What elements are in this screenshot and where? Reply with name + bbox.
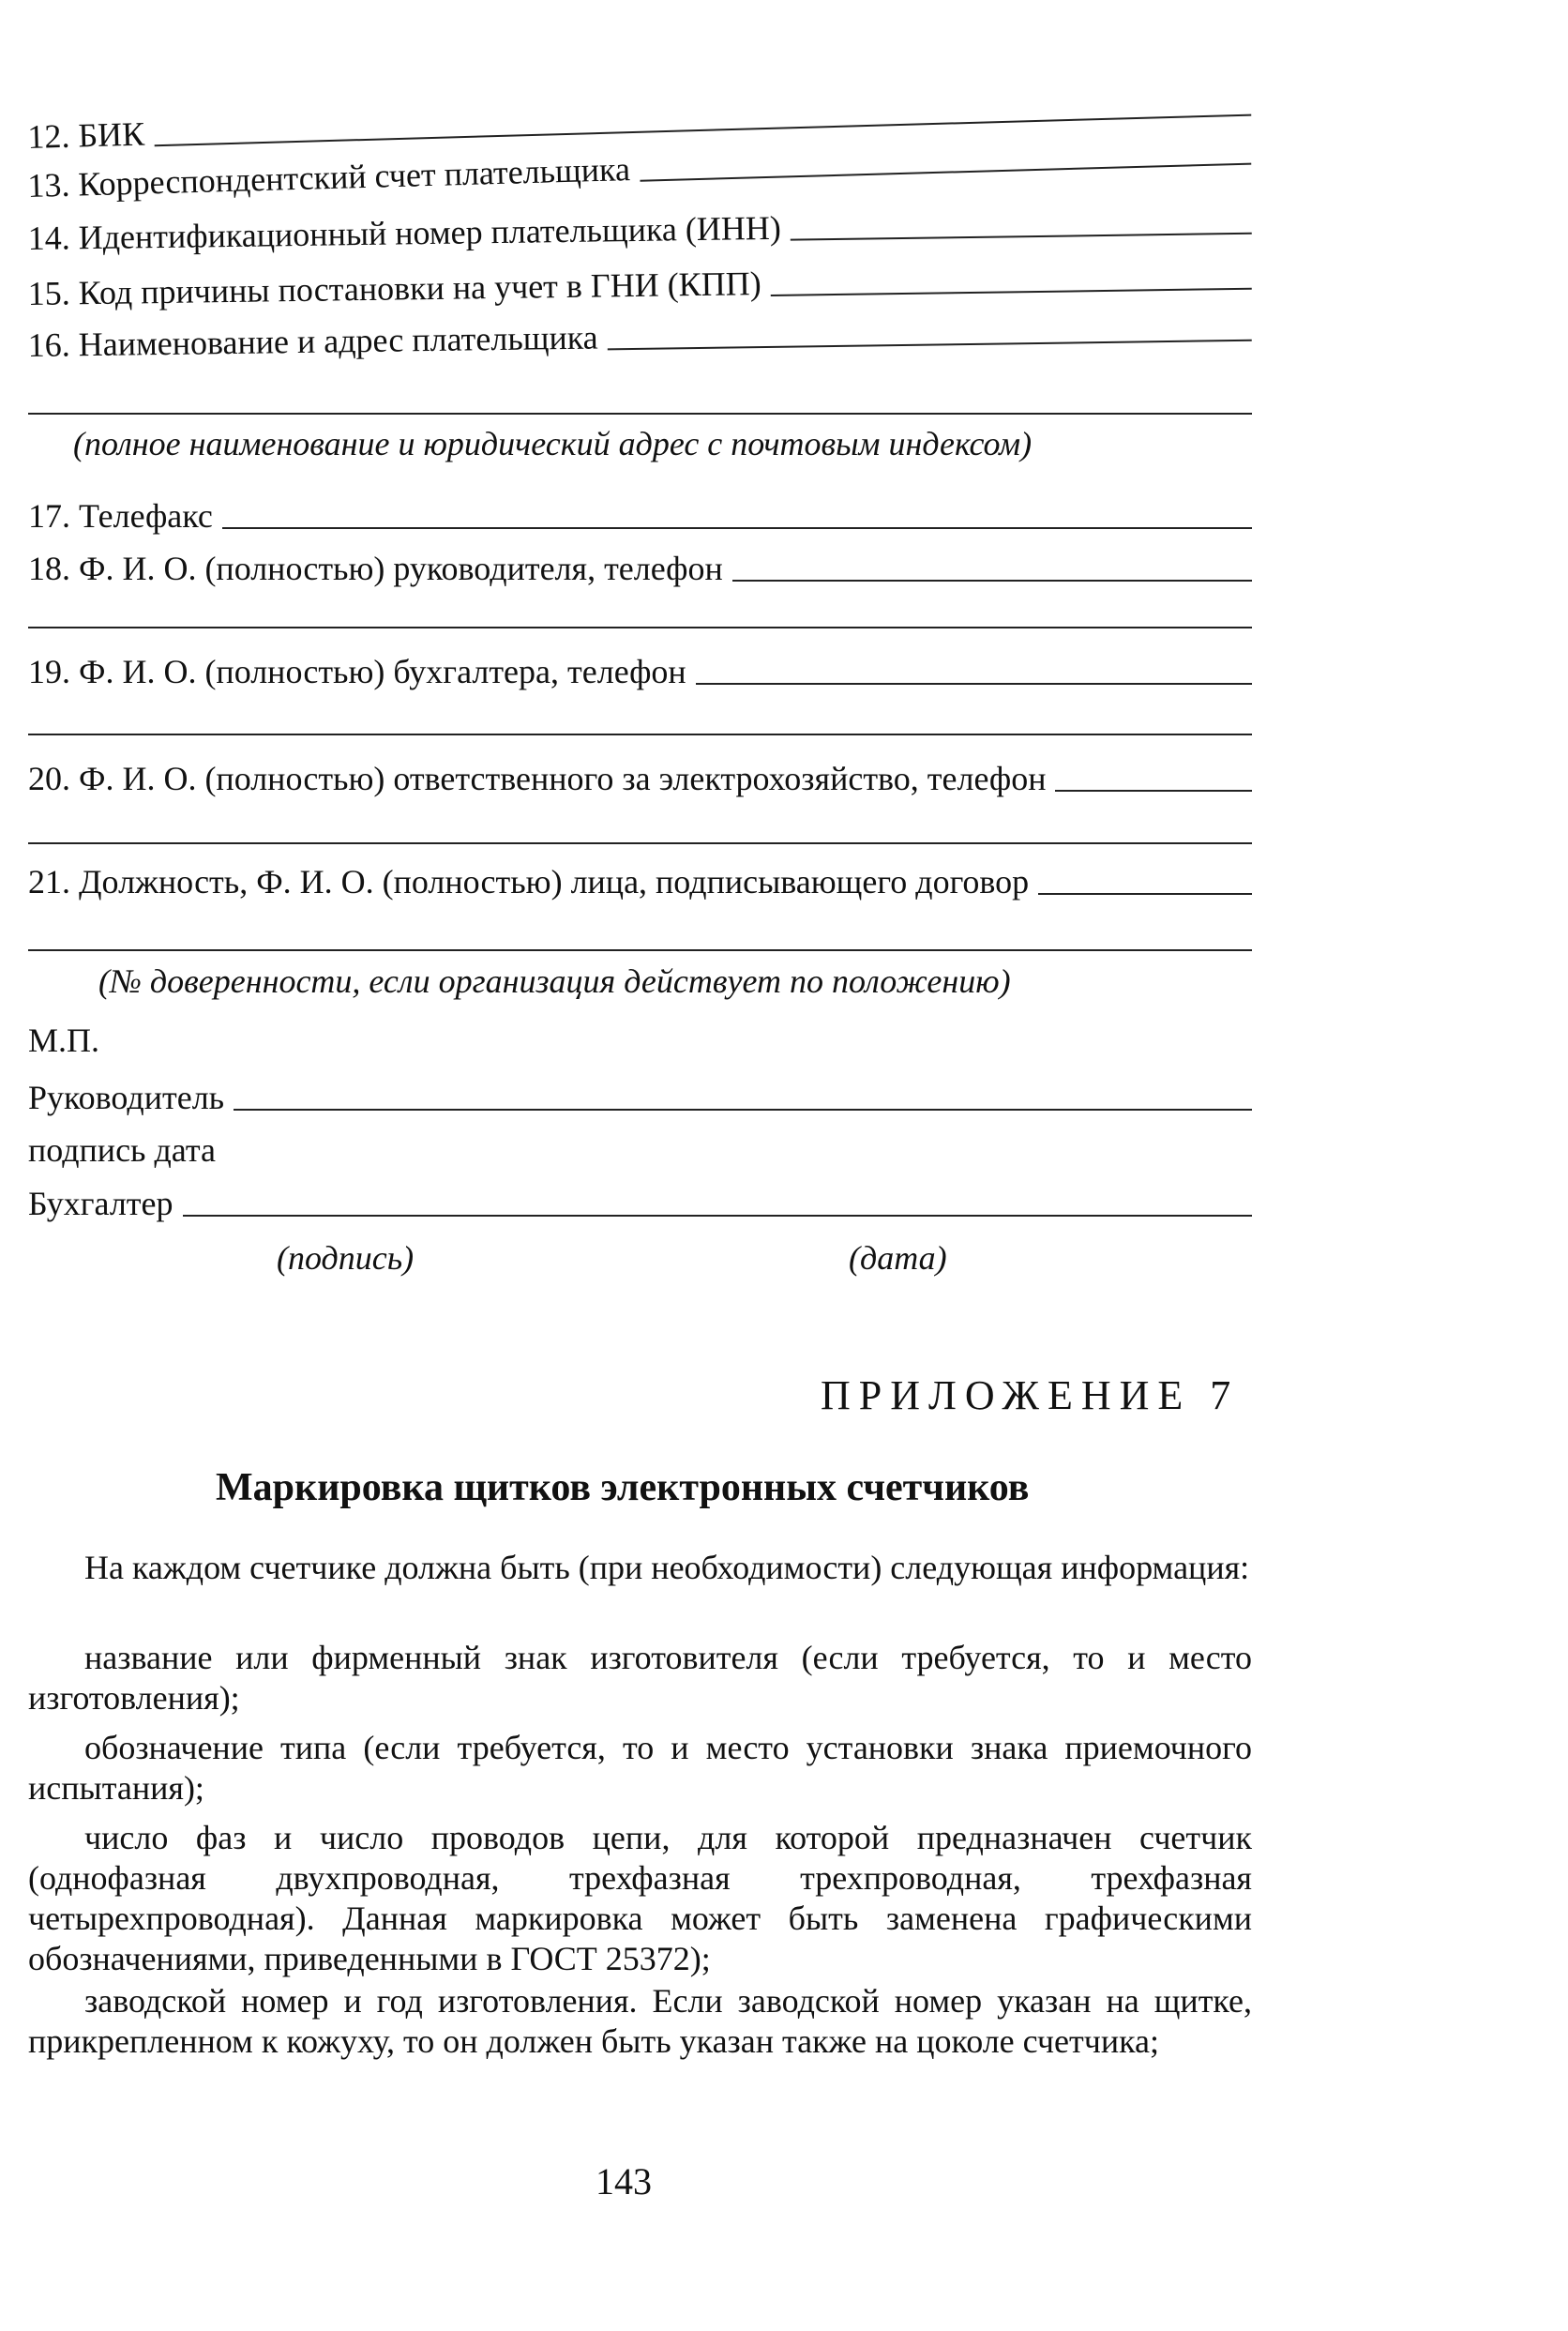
field-telefax-line[interactable]: [222, 526, 1252, 529]
electrical-extra-line[interactable]: [28, 842, 1252, 844]
field-kpp-label: 15. Код причины постановки на учет в ГНИ (КПП): [27, 265, 761, 313]
paragraph-intro: На каждом счетчике должна быть (при необходимости) следующая информация:: [84, 1549, 1250, 1586]
director-extra-line[interactable]: [28, 627, 1252, 628]
sign-date-label: подпись дата: [28, 1131, 216, 1169]
field-bik-label: 12. БИК: [26, 114, 145, 157]
field-telefax-label: 17. Телефакс: [28, 497, 213, 535]
appendix-title: Маркировка щитков электронных счетчиков: [216, 1466, 1030, 1509]
field-name-address-label: 16. Наименование и адрес плательщика: [27, 318, 598, 365]
field-kpp-line[interactable]: [771, 287, 1252, 296]
stamp-place-label: М.П.: [28, 1022, 100, 1059]
note-date: (дата): [849, 1239, 947, 1277]
note-power-of-attorney: (№ доверенности, если организация действует по положению): [98, 962, 1011, 1000]
field-name-address-line[interactable]: [608, 339, 1252, 351]
signer-extra-line[interactable]: [28, 949, 1252, 951]
field-inn: [27, 195, 1252, 259]
field-director: [28, 542, 1252, 589]
field-accountant-label: 19. Ф. И. О. (полностью) бухгалтера, телефон: [28, 653, 686, 690]
field-accountant-sign-label: Бухгалтер: [28, 1185, 173, 1222]
accountant-extra-line[interactable]: [28, 734, 1252, 735]
field-inn-line[interactable]: [791, 232, 1252, 241]
field-electrical-label: 20. Ф. И. О. (полностью) ответственного за электрохозяйство, телефон: [28, 760, 1047, 797]
field-telefax: [28, 490, 1252, 537]
field-signer-label: 21. Должность, Ф. И. О. (полностью) лица, подписывающего договор: [28, 863, 1030, 901]
paragraph-serial: заводской номер и год изготовления. Если заводской номер указан на щитке, прикрепленном к кожуху, то он должен быть указан также на цоколе счетчика;: [28, 1982, 1252, 2060]
field-director-sign-label: Руководитель: [28, 1079, 225, 1116]
field-electrical-line[interactable]: [1055, 789, 1252, 792]
page-number: 143: [596, 2160, 652, 2202]
field-electrical: [28, 752, 1252, 799]
paragraph-phases: число фаз и число проводов цепи, для которой предназначен счетчик (однофазная двухпроводная, трехфазная трехпроводная, трехфазная четырехпроводная). Данная маркировка может быть заменена графическими обозначениями, приведенными в ГОСТ 25372);: [28, 1819, 1252, 1977]
paragraph-manufacturer: название или фирменный знак изготовителя (если требуется, то и место изготовления);: [28, 1639, 1252, 1717]
paragraph-type: обозначение типа (если требуется, то и место установки знака приемочного испытания);: [28, 1729, 1252, 1807]
field-signer: [28, 855, 1252, 902]
field-corr-account-line[interactable]: [640, 162, 1251, 182]
field-corr-account-label: 13. Корреспондентский счет плательщика: [26, 150, 631, 205]
field-accountant-sign-line[interactable]: [183, 1214, 1252, 1217]
field-accountant-sign: [28, 1177, 1252, 1224]
name-address-extra-line[interactable]: [28, 413, 1252, 415]
field-director-sign: [28, 1071, 1252, 1118]
field-director-label: 18. Ф. И. О. (полностью) руководителя, телефон: [28, 550, 723, 587]
appendix-label: ПРИЛОЖЕНИЕ 7: [821, 1372, 1240, 1418]
field-accountant-line[interactable]: [696, 682, 1252, 685]
note-signature: (подпись): [277, 1239, 415, 1277]
field-inn-label: 14. Идентификационный номер плательщика (ИНН): [27, 208, 782, 258]
note-address: (полное наименование и юридический адрес с почтовым индексом): [73, 425, 1033, 462]
field-director-sign-line[interactable]: [234, 1108, 1252, 1111]
field-director-line[interactable]: [732, 579, 1252, 582]
field-signer-line[interactable]: [1038, 892, 1252, 895]
field-accountant: [28, 645, 1252, 692]
